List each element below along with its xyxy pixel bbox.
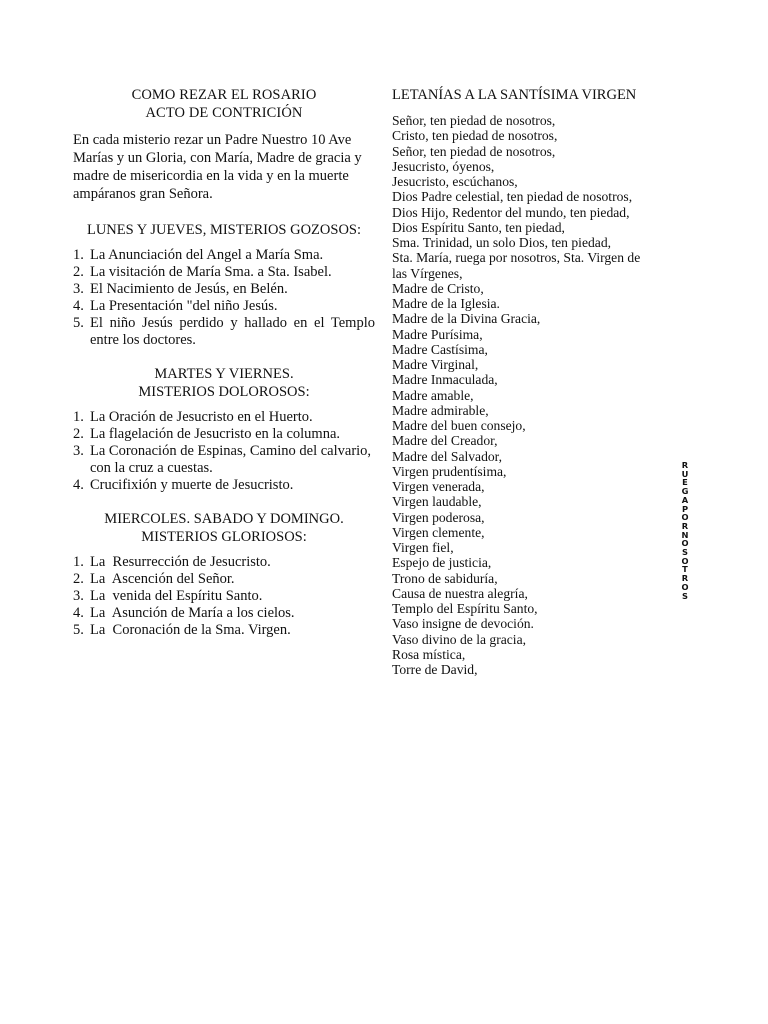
side-note-letter: N	[681, 529, 689, 540]
mystery-number: 1.	[73, 247, 84, 263]
mystery-item	[73, 571, 375, 588]
mystery-number: 5.	[73, 622, 84, 638]
side-note-letter: U	[681, 468, 689, 479]
litany-line: Templo del Espíritu Santo,	[392, 601, 538, 616]
litany-line: Virgen venerada,	[392, 479, 485, 494]
litany-column	[392, 86, 692, 677]
litany-line: Madre amable,	[392, 387, 474, 403]
litany-line: Madre Castísima,	[392, 341, 488, 357]
litany-line: Señor, ten piedad de nosotros,	[392, 113, 556, 128]
litany-line: Virgen laudable,	[392, 494, 482, 510]
litany-line: Señor, ten piedad de nosotros,	[392, 143, 556, 159]
litany-line: Torre de David,	[392, 662, 478, 677]
mystery-number: 4.	[73, 477, 84, 493]
section-heading-line: LUNES Y JUEVES, MISTERIOS GOZOSOS:	[86, 222, 362, 238]
side-note-letter: G	[681, 486, 689, 497]
section-heading-line: MISTERIOS GLORIOSOS:	[141, 529, 307, 545]
mystery-text: La Coronación de Espinas, Camino del calvario, con la cruz a cuestas.	[90, 443, 375, 476]
litany-line: Jesucristo, escúchanos,	[392, 174, 518, 189]
litany-line: Madre del Salvador,	[392, 448, 503, 464]
litany-line: Dios Hijo, Redentor del mundo, ten piedad,	[392, 204, 630, 220]
side-note-letter: S	[682, 590, 688, 601]
side-note-letter: R	[681, 460, 689, 470]
mystery-text: La Oración de Jesucristo en el Huerto.	[90, 409, 313, 425]
side-note-letter: O	[681, 581, 689, 592]
mystery-text: El niño Jesús perdido y hallado en el Templo entre los doctores.	[90, 315, 379, 348]
section-heading-line: MISTERIOS DOLOROSOS:	[138, 384, 310, 400]
mystery-number: 3.	[73, 588, 84, 604]
mystery-item	[73, 247, 375, 264]
litany-line: las Vírgenes,	[392, 265, 463, 281]
litany-line: Causa de nuestra alegría,	[392, 585, 528, 601]
mystery-sections	[73, 221, 379, 639]
rosary-title-line-2: ACTO DE CONTRICIÓN	[145, 105, 303, 121]
litany-line: Jesucristo, óyenos,	[392, 158, 495, 174]
mystery-item	[73, 588, 375, 605]
litany-line: Madre de Cristo,	[392, 280, 484, 296]
mystery-text: La Resurrección de Jesucristo.	[90, 554, 271, 570]
mystery-number: 2.	[73, 264, 84, 280]
litany-line: Vaso insigne de devoción.	[392, 616, 534, 632]
litany-line: Sta. María, ruega por nosotros, Sta. Virgen de	[392, 250, 641, 266]
mystery-list	[73, 247, 379, 349]
rosary-column	[73, 86, 379, 639]
litany-line: Cristo, ten piedad de nosotros,	[392, 128, 558, 144]
litany-title: LETANÍAS A LA SANTÍSIMA VIRGEN	[392, 87, 637, 103]
litany-line: Sma. Trinidad, un solo Dios, ten piedad,	[392, 235, 612, 250]
side-note-letter: O	[681, 555, 689, 566]
mystery-number: 2.	[73, 426, 84, 442]
litany-line: Virgen fiel,	[392, 540, 454, 555]
litany-line: Rosa mística,	[392, 646, 466, 662]
section-heading	[73, 365, 375, 401]
mystery-item	[73, 426, 375, 443]
mystery-number: 5.	[73, 315, 84, 331]
rosary-title	[73, 86, 375, 122]
mystery-text: La flagelación de Jesucristo en la columna.	[90, 426, 341, 442]
litany-line: Dios Padre celestial, ten piedad de nosotros,	[392, 189, 633, 205]
mystery-list	[73, 554, 375, 639]
mystery-number: 4.	[73, 605, 84, 621]
mystery-item	[73, 622, 375, 639]
litany-line: Virgen clemente,	[392, 524, 485, 540]
litany-line: Madre de la Iglesia.	[392, 296, 500, 311]
side-note-letter: S	[682, 547, 688, 558]
litany-line: Madre Purísima,	[392, 326, 483, 342]
mystery-item	[73, 605, 375, 622]
mystery-number: 3.	[73, 443, 84, 459]
mystery-text: Crucifixión y muerte de Jesucristo.	[90, 477, 294, 493]
mystery-text: La Ascención del Señor.	[90, 571, 235, 587]
mystery-text: La Asunción de María a los cielos.	[90, 605, 295, 621]
section-heading-line: MIERCOLES. SABADO Y DOMINGO.	[104, 511, 344, 527]
section-heading	[73, 510, 375, 546]
litany-line: Madre de la Divina Gracia,	[392, 311, 541, 327]
mystery-item	[73, 443, 375, 477]
litany-line: Dios Espíritu Santo, ten piedad,	[392, 219, 565, 235]
side-note-letter: E	[682, 477, 688, 488]
side-note-letter: O	[681, 512, 689, 523]
litany-line: Madre del Creador,	[392, 433, 498, 449]
mystery-number: 3.	[73, 281, 84, 297]
mystery-item	[73, 281, 375, 298]
section-heading	[73, 221, 375, 239]
side-note-letter: P	[681, 503, 689, 514]
mystery-text: La visitación de María Sma. a Sta. Isabel.	[90, 264, 332, 280]
mystery-item	[73, 315, 379, 349]
litany-line: Madre Inmaculada,	[392, 372, 498, 388]
litany-line: Madre admirable,	[392, 402, 489, 418]
mystery-item	[73, 554, 375, 571]
mystery-number: 2.	[73, 571, 84, 587]
litany-line: Trono de sabiduría,	[392, 570, 498, 586]
litany-line: Virgen poderosa,	[392, 509, 485, 525]
mystery-item	[73, 264, 375, 281]
litany-list	[392, 113, 692, 677]
mystery-item	[73, 409, 375, 426]
mystery-text: La venida del Espíritu Santo.	[90, 588, 263, 604]
side-note-letter: A	[681, 494, 689, 505]
mystery-item	[73, 298, 375, 315]
mystery-text: El Nacimiento de Jesús, en Belén.	[90, 281, 288, 297]
side-note-letter: T	[682, 564, 688, 575]
litany-line: Madre del buen consejo,	[392, 418, 526, 433]
litany-line: Espejo de justicia,	[392, 555, 492, 571]
mystery-text: La Anunciación del Angel a María Sma.	[90, 247, 324, 263]
mystery-item	[73, 477, 375, 494]
litany-line: Vaso divino de la gracia,	[392, 631, 527, 647]
mystery-list	[73, 409, 375, 494]
mystery-number: 1.	[73, 554, 84, 570]
rosary-title-line-1: COMO REZAR EL ROSARIO	[131, 87, 317, 103]
side-note-letter: R	[681, 520, 689, 531]
litany-line: Virgen prudentísima,	[392, 463, 507, 479]
section-heading-line: MARTES Y VIERNES.	[154, 366, 294, 382]
mystery-text: La Coronación de la Sma. Virgen.	[90, 622, 291, 638]
rosary-intro: En cada misterio rezar un Padre Nuestro 10 Ave Marías y un Gloria, con María, Madre de gracia y madre de misericordia en la vida y en la muerte ampáranos gran Señora.	[73, 132, 362, 202]
side-note-letter: R	[681, 573, 689, 584]
litany-line: Madre Virginal,	[392, 357, 479, 372]
mystery-number: 1.	[73, 409, 84, 425]
side-note-letter: O	[681, 538, 689, 549]
mystery-text: La Presentación "del niño Jesús.	[90, 298, 278, 314]
ruega-por-nosotros-side-note	[679, 461, 691, 600]
mystery-number: 4.	[73, 298, 84, 314]
